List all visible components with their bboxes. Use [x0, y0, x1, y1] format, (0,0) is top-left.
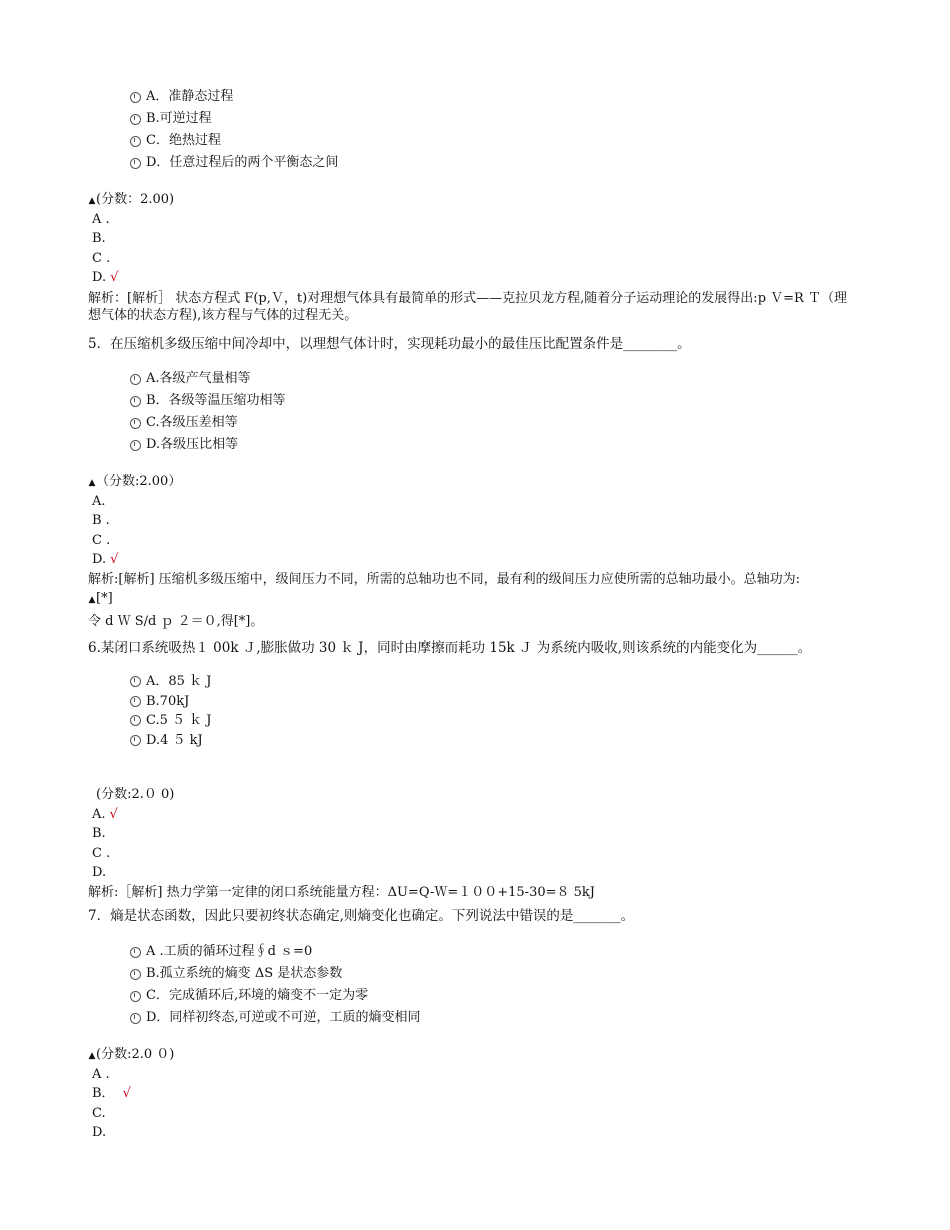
- option-label: B.可逆过程: [146, 111, 212, 126]
- q5-explanation-result: 令 d Ｗ S/d ｐ ２＝０,得[*]。: [88, 613, 264, 629]
- radio-icon[interactable]: [130, 418, 141, 429]
- option-label: B.孤立系统的熵变 ΔS 是状态参数: [146, 966, 343, 981]
- q6-option-c[interactable]: [130, 711, 212, 731]
- score-text: （分数:2.00）: [96, 474, 182, 489]
- q5-option-d[interactable]: [130, 434, 286, 456]
- q7-score: [88, 1045, 868, 1065]
- option-label: A．准静态过程: [146, 89, 234, 104]
- formula-placeholder: [*]: [96, 591, 113, 606]
- q4-options: [130, 86, 338, 174]
- correct-check-icon: √: [122, 1086, 131, 1101]
- q6-answer-a: [88, 805, 868, 825]
- q5-answer-d: [88, 550, 868, 570]
- radio-icon[interactable]: [130, 969, 141, 980]
- radio-icon[interactable]: [130, 696, 141, 707]
- q5-score: [88, 472, 868, 492]
- q5-question: 5．在压缩机多级压缩中间冷却中，以理想气体计时，实现耗功最小的最佳压比配置条件是________。: [88, 336, 691, 352]
- q6-answer-c: C .: [92, 845, 111, 861]
- q5-explanation-formula: [88, 589, 868, 609]
- radio-icon[interactable]: [130, 158, 141, 169]
- option-label: A.各级产气量相等: [146, 371, 251, 386]
- option-label: A .工质的循环过程∮d ｓ=0: [146, 944, 313, 959]
- radio-icon[interactable]: [130, 676, 141, 687]
- q7-answer-c: C.: [92, 1105, 106, 1121]
- q4-explanation: 解析：[解析］ 状态方程式 F(p,Ｖ，t)对理想气体具有最简单的形式——克拉贝龙方程,随着分子运动理论的发展得出:p Ｖ=R Ｔ（理想气体的状态方程),该方程与气体的过程无关。: [88, 290, 847, 323]
- q4-answer-b: B.: [92, 231, 106, 246]
- q7-answer-block: [88, 1045, 868, 1143]
- q4-answer-d: [88, 268, 868, 288]
- q5-answer-a: A.: [92, 493, 106, 509]
- q6-answer-d: D.: [92, 865, 107, 880]
- radio-icon[interactable]: [130, 715, 141, 726]
- q5-explanation: 解析:[解析] 压缩机多级压缩中，级间压力不同，所需的总轴功也不同，最有利的级间压力应使所需的总轴功最小。总轴功为:: [88, 571, 801, 587]
- q7-option-b[interactable]: [130, 963, 421, 985]
- option-label: D.各级压比相等: [146, 437, 239, 452]
- q6-explanation: 解析:［解析] 热力学第一定律的闭口系统能量方程：ΔU=Q-Ｗ=１００+15-30=８ 5kJ: [88, 884, 595, 900]
- q4-option-a[interactable]: [130, 86, 338, 108]
- q6-question: 6.某闭口系统吸热１ 00k Ｊ,膨胀做功 30 ｋ J，同时由摩擦而耗功 15k Ｊ 为系统内吸收,则该系统的内能变化为______。: [88, 640, 812, 656]
- option-label: C．完成循环后,环境的熵变不一定为零: [146, 988, 369, 1003]
- option-label: D．任意过程后的两个平衡态之间: [146, 155, 339, 170]
- radio-icon[interactable]: [130, 92, 141, 103]
- q6-option-a[interactable]: [130, 672, 212, 692]
- radio-icon[interactable]: [130, 136, 141, 147]
- q6-answer-b: B.: [92, 826, 106, 841]
- score-text: (分数:2.0 ０): [96, 1047, 175, 1062]
- q5-answer-c: C .: [92, 532, 111, 548]
- radio-icon[interactable]: [130, 947, 141, 958]
- q5-option-c[interactable]: [130, 412, 286, 434]
- q6-score: (分数:2.０ 0): [96, 787, 175, 802]
- correct-check-icon: √: [110, 552, 119, 567]
- q7-question: 7．熵是状态函数，因此只要初终状态确定,则熵变化也确定。下列说法中错误的是_______。: [88, 908, 635, 924]
- radio-icon[interactable]: [130, 735, 141, 746]
- collapse-icon[interactable]: ▲: [88, 595, 96, 605]
- answer-label: D.: [92, 552, 107, 567]
- q5-answer-b: B .: [92, 513, 110, 528]
- q7-option-c[interactable]: [130, 985, 421, 1007]
- answer-label: D.: [92, 270, 107, 285]
- radio-icon[interactable]: [130, 1013, 141, 1024]
- correct-check-icon: √: [110, 270, 119, 285]
- q5-options: [130, 368, 286, 456]
- q4-answer-a: A .: [92, 211, 110, 227]
- radio-icon[interactable]: [130, 114, 141, 125]
- option-label: D．同样初终态,可逆或不可逆，工质的熵变相同: [146, 1010, 421, 1025]
- q4-answer-c: C .: [92, 250, 111, 266]
- answer-label: B．: [92, 1086, 115, 1101]
- q5-answer-block: [88, 472, 868, 631]
- option-label: B．各级等温压缩功相等: [146, 393, 286, 408]
- q6-options: [130, 672, 212, 750]
- radio-icon[interactable]: [130, 440, 141, 451]
- option-label: C.各级压差相等: [146, 415, 238, 430]
- collapse-icon[interactable]: ▲: [88, 478, 96, 488]
- q7-answer-d: D.: [92, 1125, 107, 1140]
- option-label: C.5 ５ ｋ J: [146, 713, 212, 728]
- option-label: B.70kJ: [146, 693, 190, 709]
- q7-option-d[interactable]: [130, 1007, 421, 1029]
- q6-option-d[interactable]: [130, 731, 212, 751]
- q5-option-a[interactable]: [130, 368, 286, 390]
- score-text: (分数：2.00): [96, 192, 175, 207]
- collapse-icon[interactable]: ▲: [88, 1051, 96, 1061]
- q7-answer-a: A .: [92, 1066, 110, 1082]
- option-label: D.4 ５ kJ: [146, 732, 203, 748]
- q4-score: [88, 190, 868, 210]
- q5-option-b[interactable]: [130, 390, 286, 412]
- answer-label: A.: [92, 806, 106, 822]
- radio-icon[interactable]: [130, 374, 141, 385]
- q7-options: [130, 941, 421, 1029]
- q4-answer-block: [88, 190, 868, 324]
- radio-icon[interactable]: [130, 396, 141, 407]
- option-label: C．绝热过程: [146, 133, 221, 148]
- collapse-icon[interactable]: ▲: [88, 196, 96, 206]
- correct-check-icon: √: [109, 806, 118, 822]
- q4-option-d[interactable]: [130, 152, 338, 174]
- radio-icon[interactable]: [130, 991, 141, 1002]
- q4-option-b[interactable]: [130, 108, 338, 130]
- q6-answer-block: [88, 785, 868, 902]
- q4-option-c[interactable]: [130, 130, 338, 152]
- q7-option-a[interactable]: [130, 941, 421, 963]
- q6-option-b[interactable]: [130, 692, 212, 712]
- option-label: A．85 ｋ J: [146, 674, 212, 689]
- q7-answer-b: [88, 1084, 868, 1104]
